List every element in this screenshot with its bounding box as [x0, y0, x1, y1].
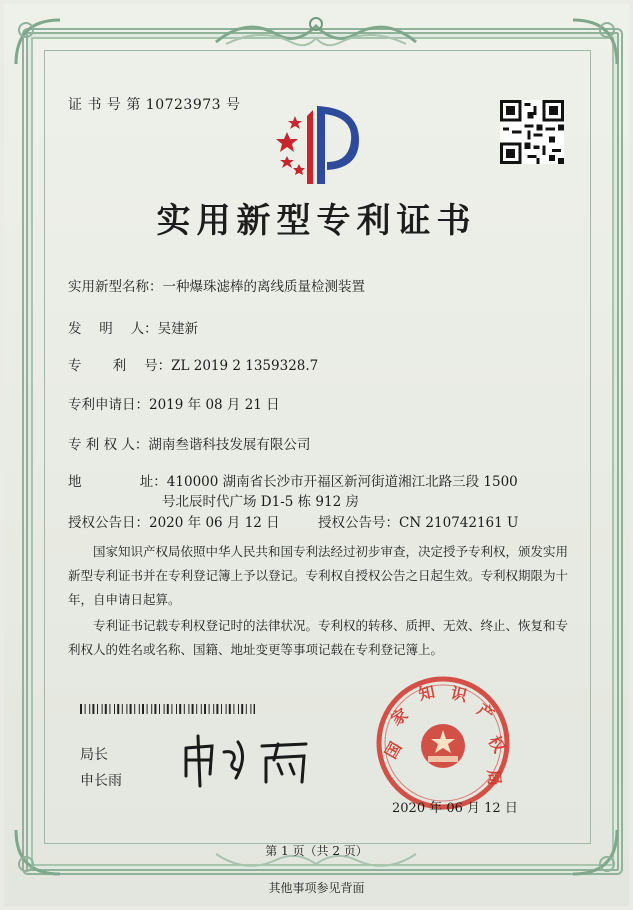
signature-name: 申长雨 — [80, 773, 122, 789]
page-number: 第 1 页（共 2 页） — [265, 844, 368, 858]
corner-ornament-icon — [8, 12, 68, 72]
field-label: 授权公告日： — [68, 515, 149, 531]
field-label: 发 明 人： — [68, 321, 158, 337]
field-grant-date — [68, 511, 280, 531]
corner-ornament-icon — [565, 12, 625, 72]
field-value: CN 210742161 U — [399, 515, 519, 531]
field-value: 一种爆珠滤棒的离线质量检测装置 — [162, 279, 365, 295]
seal-date: 2020 年 06 月 12 日 — [392, 801, 518, 816]
top-ornament-icon — [206, 12, 426, 52]
signature-title: 局长 — [80, 747, 108, 763]
field-patent-number — [68, 354, 318, 374]
field-value: 湖南叁谐科技发展有限公司 — [148, 437, 311, 453]
field-grant-number — [318, 511, 518, 531]
qr-code-icon — [500, 100, 564, 164]
field-label: 专 利 权 人： — [68, 437, 149, 453]
body-paragraph: 专利证书记载专利权登记时的法律状况。专利权的转移、质押、无效、终止、恢复和专利权人的姓名或名称、国籍、地址变更等事项记载在专利登记簿上。 — [68, 618, 569, 657]
field-label: 授权公告号： — [318, 515, 399, 531]
svg-text:权: 权 — [484, 732, 509, 756]
field-address-line2: 号北辰时代广场 D1-5 栋 912 房 — [162, 494, 359, 510]
svg-text:国: 国 — [381, 738, 406, 762]
field-value: 410000 湖南省长沙市开福区新河街道湘江北路三段 1500 — [166, 474, 518, 490]
svg-text:产: 产 — [473, 699, 498, 725]
field-label: 专利申请日： — [68, 397, 149, 413]
svg-text:识: 识 — [449, 683, 469, 706]
field-label: 专 利 号： — [68, 358, 172, 374]
svg-text:局: 局 — [484, 768, 505, 787]
barcode-icon — [80, 704, 255, 714]
cnipa-logo-icon — [265, 92, 365, 192]
field-label: 实用新型名称： — [68, 279, 163, 295]
footer-note: 其他事项参见背面 — [268, 881, 365, 895]
field-address — [68, 470, 518, 490]
body-paragraph: 国家知识产权局依照中华人民共和国专利法经过初步审查，决定授予专利权，颁发实用新型专利证书并在专利登记簿上予以登记。专利权自授权公告之日起生效。专利权期限为十年，自申请日起算。 — [68, 544, 569, 607]
field-utility-model-name — [68, 275, 365, 295]
field-value: 吴建新 — [157, 321, 199, 337]
field-value: 2020 年 06 月 12 日 — [149, 515, 280, 531]
certificate-number: 证 书 号 第 10723973 号 — [68, 97, 241, 113]
certificate-title: 实用新型专利证书 — [156, 201, 477, 241]
svg-text:家: 家 — [387, 704, 412, 730]
handwritten-signature-icon — [178, 730, 328, 790]
official-seal-icon — [374, 674, 512, 812]
field-label: 地 址： — [68, 474, 167, 490]
field-patentee — [68, 433, 310, 453]
field-inventor — [68, 317, 198, 337]
field-filing-date — [68, 393, 280, 413]
field-value: ZL 2019 2 1359328.7 — [171, 358, 319, 374]
svg-text:知: 知 — [416, 681, 437, 704]
field-value: 2019 年 08 月 21 日 — [149, 397, 280, 413]
